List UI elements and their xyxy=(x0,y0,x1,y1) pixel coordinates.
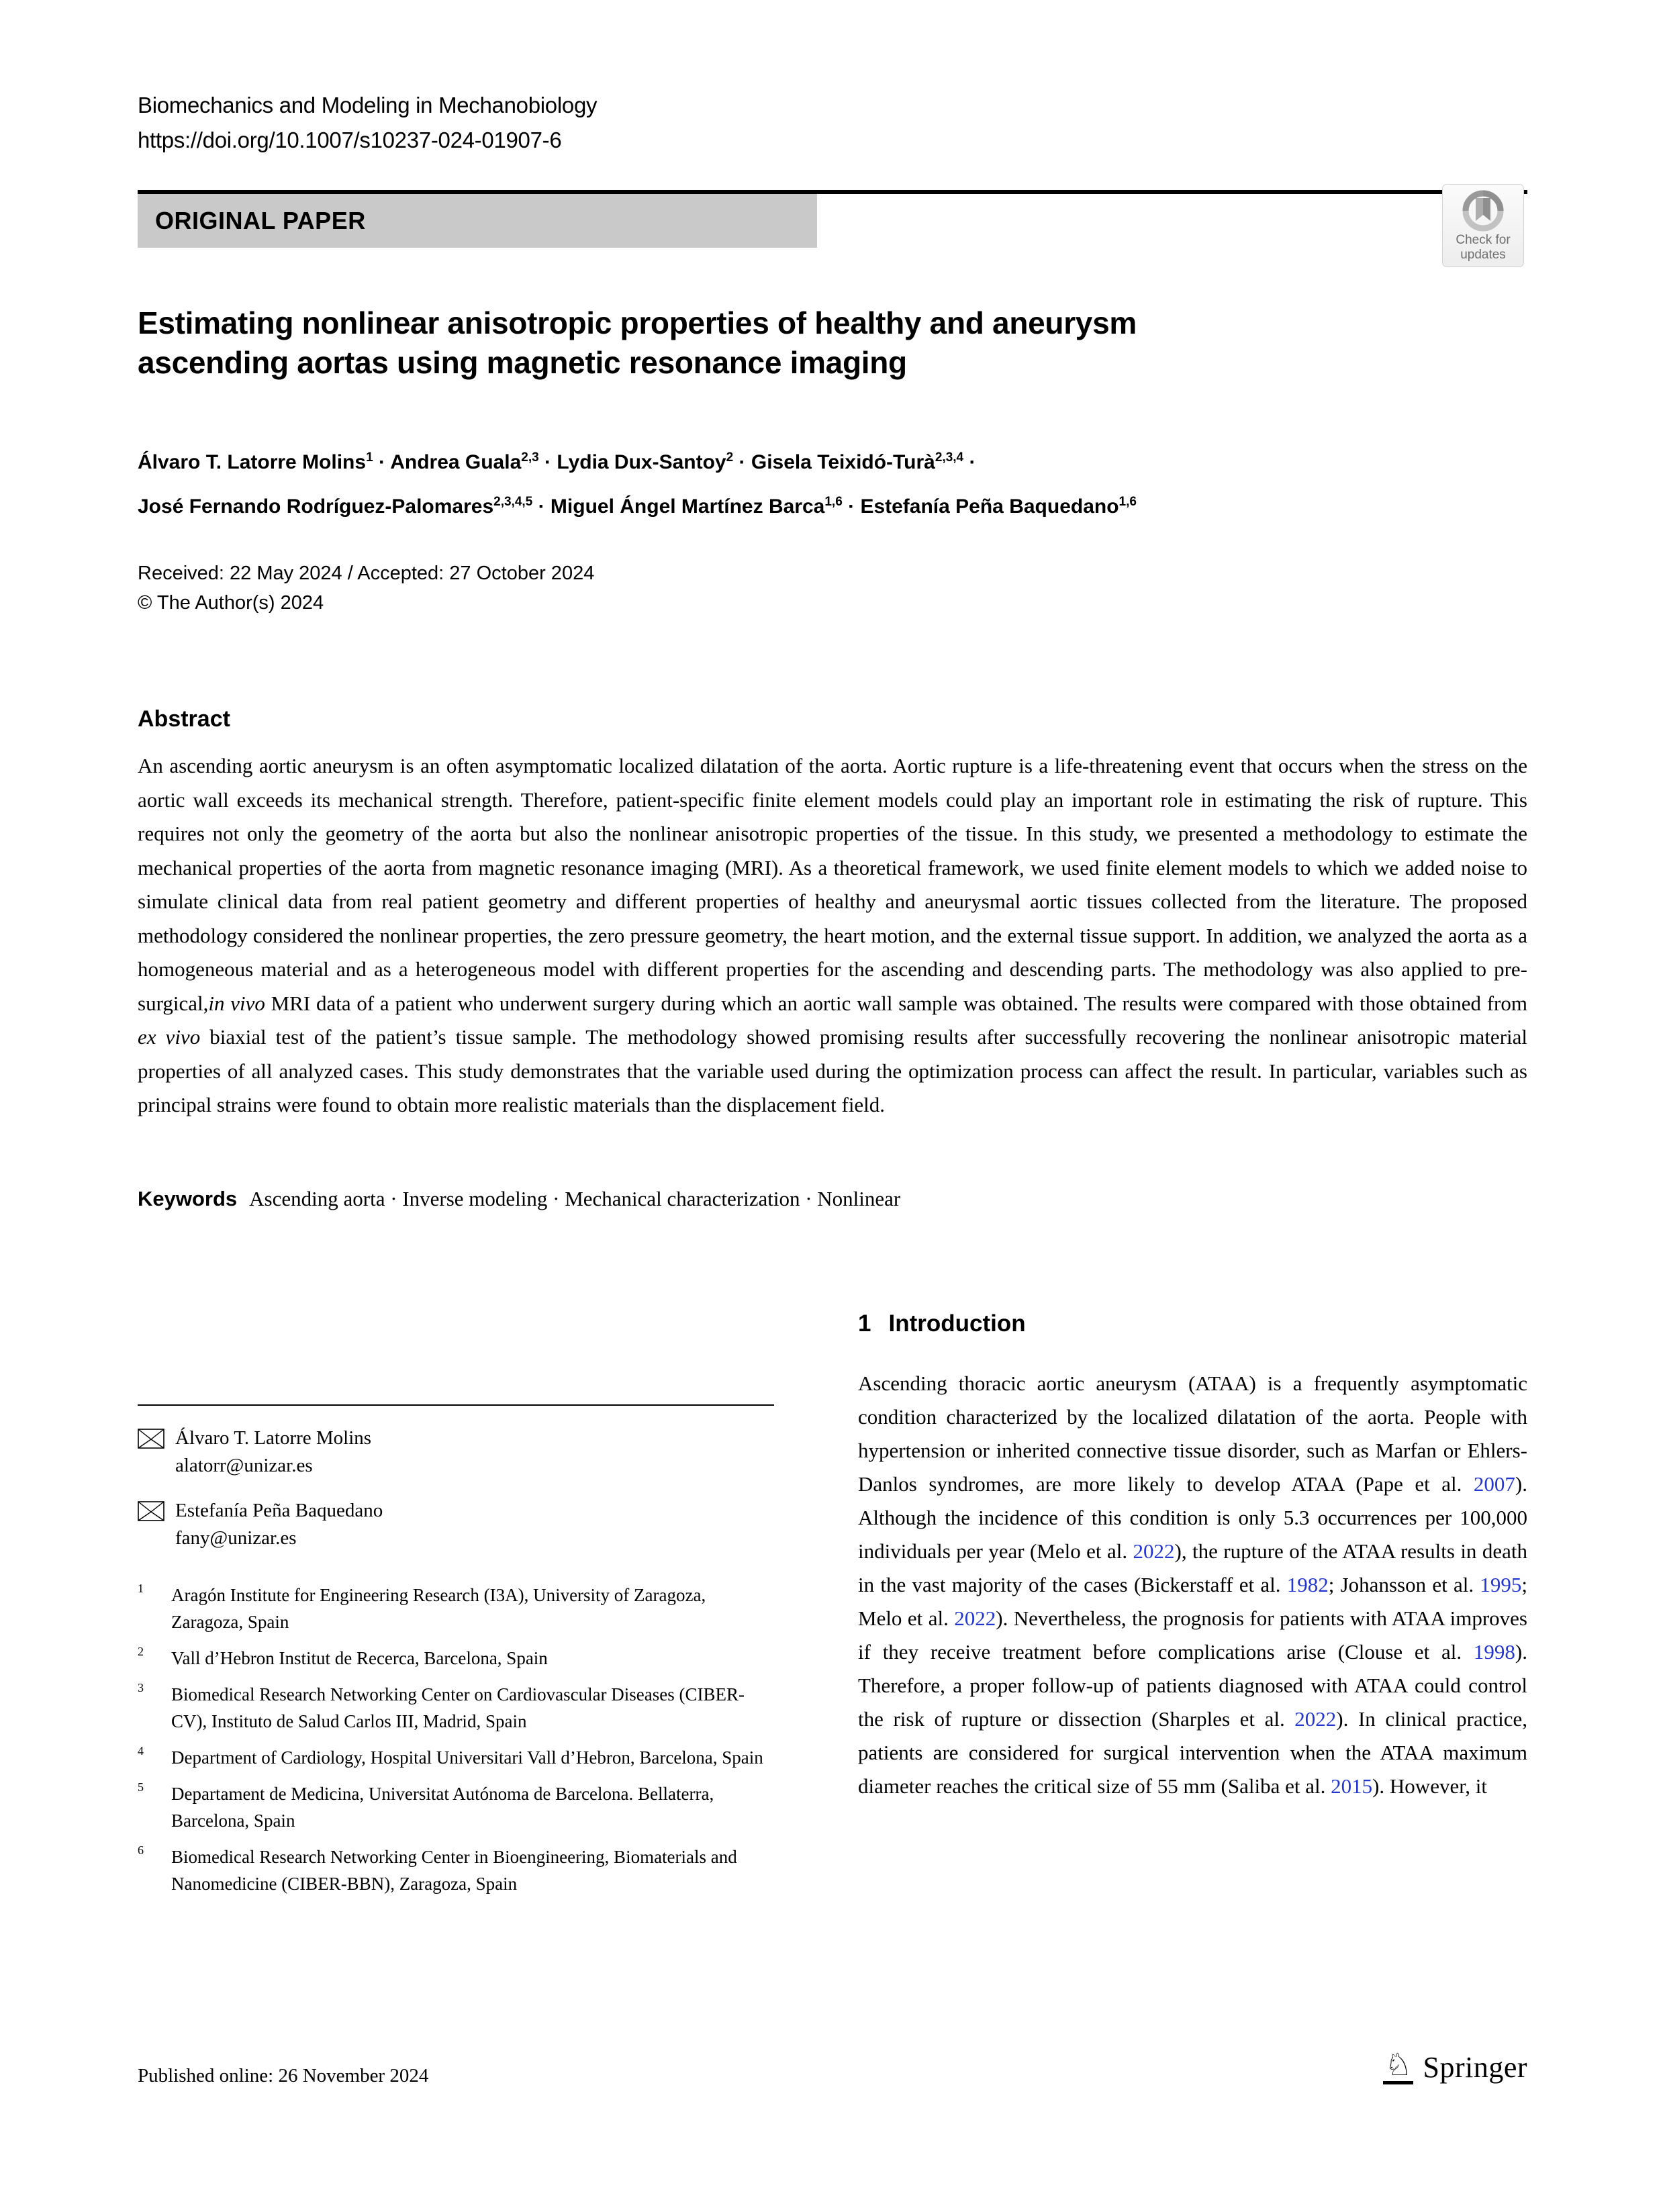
citation-link[interactable]: 2022 xyxy=(954,1606,996,1630)
correspondence-entry xyxy=(138,1497,774,1552)
affiliation-item xyxy=(138,1780,774,1834)
correspondence-name: Estefanía Peña Baquedano xyxy=(175,1500,383,1521)
citation-link[interactable]: 2015 xyxy=(1331,1774,1373,1798)
citation-link[interactable]: 1995 xyxy=(1480,1573,1522,1596)
affiliation-text: Vall d’Hebron Institut de Recerca, Barcelona, Spain xyxy=(171,1648,548,1668)
introduction-column xyxy=(858,1310,1527,1803)
copyright-line: © The Author(s) 2024 xyxy=(138,592,324,614)
affiliation-number: 6 xyxy=(138,1843,144,1857)
abstract-heading: Abstract xyxy=(138,706,230,732)
crossmark-icon xyxy=(1462,190,1504,232)
doi-link[interactable]: https://doi.org/10.1007/s10237-024-01907-6 xyxy=(138,128,562,152)
introduction-heading xyxy=(858,1310,1527,1337)
author-line-1: Álvaro T. Latorre Molins$^1$ · Andrea Guala$^{2,3}$ · Lydia Dux-Santoy$^2$ · Gisela Teixidó-Turà$^{2,3,4}$ · xyxy=(138,450,976,473)
affiliation-text: Aragón Institute for Engineering Research (I3A), University of Zaragoza, Zaragoza, Spain xyxy=(171,1585,706,1632)
paper-title xyxy=(138,303,1561,383)
correspondence-email[interactable]: alatorr@unizar.es xyxy=(175,1455,313,1476)
footnote-column xyxy=(138,1404,774,1907)
correspondence-entry xyxy=(138,1425,774,1480)
affiliation-item xyxy=(138,1645,774,1672)
abstract-body: An ascending aortic aneurysm is an often asymptomatic localized dilatation of the aorta. Aortic rupture is a life-threatening event that occurs when the stress on the aortic wall exceeds its mechanical strength. Therefore, patient-specific finite element models could play an important role in estimating the risk of rupture. This requires not only the geometry of the aorta but also the nonlinear anisotropic properties of the tissue. In this study, we presented a methodology to estimate the mechanical properties of the aorta from magnetic resonance imaging (MRI). As a theoretical framework, we used finite element models to which we added noise to simulate clinical data from real patient geometry and different properties of healthy and aneurysmal aortic tissues collected from the literature. The proposed methodology considered the nonlinear properties, the zero pressure geometry, the heart motion, and the external tissue support. In addition, we analyzed the aorta as a homogeneous material and as a heterogeneous model with different properties for the ascending and descending parts. The methodology was also applied to pre-surgical,in vivo MRI data of a patient who underwent surgery during which an aortic wall sample was obtained. The results were compared with those obtained from ex vivo biaxial test of the patient’s tissue sample. The methodology showed promising results after successfully recovering the nonlinear anisotropic material properties of all analyzed cases. This study demonstrates that the variable used during the optimization process can affect the result. In particular, variables such as principal strains were found to obtain more realistic materials than the displacement field. xyxy=(138,754,1527,1116)
citation-link[interactable]: 1998 xyxy=(1473,1640,1515,1664)
title-line-2: ascending aortas using magnetic resonance imaging xyxy=(138,345,907,380)
affiliation-number: 1 xyxy=(138,1582,144,1595)
affiliation-text: Department of Cardiology, Hospital Universitari Vall d’Hebron, Barcelona, Spain xyxy=(171,1747,763,1768)
article-type-banner xyxy=(138,194,817,248)
citation-link[interactable]: 2022 xyxy=(1294,1707,1337,1731)
correspondence-text xyxy=(175,1497,383,1552)
keywords-label: Keywords xyxy=(138,1187,238,1210)
publisher-name: Springer xyxy=(1423,2051,1527,2084)
correspondence-email[interactable]: fany@unizar.es xyxy=(175,1527,297,1549)
envelope-icon xyxy=(138,1425,175,1480)
section-number: 1 xyxy=(858,1310,871,1337)
affiliation-item xyxy=(138,1582,774,1635)
affiliation-number: 5 xyxy=(138,1780,144,1794)
correspondence-name: Álvaro T. Latorre Molins xyxy=(175,1427,372,1449)
check-for-updates-badge[interactable] xyxy=(1442,184,1524,267)
publisher-logo xyxy=(1383,2046,1527,2084)
affiliation-text: Departament de Medicina, Universitat Autónoma de Barcelona. Bellaterra, Barcelona, Spain xyxy=(171,1784,714,1831)
affiliation-item xyxy=(138,1843,774,1897)
affiliation-number: 4 xyxy=(138,1744,144,1758)
envelope-icon xyxy=(138,1497,175,1552)
published-online-line: Published online: 26 November 2024 xyxy=(138,2065,429,2086)
citation-link[interactable]: 2007 xyxy=(1473,1472,1515,1496)
author-line-2: José Fernando Rodríguez-Palomares$^{2,3,4,5}$ · Miguel Ángel Martínez Barca$^{1,6}$ · Estefanía Peña Baquedano$^{1,6}$ xyxy=(138,495,1137,518)
citation-link[interactable]: 1982 xyxy=(1286,1573,1329,1596)
springer-knight-icon: ♘ xyxy=(1383,2049,1413,2084)
affiliation-item xyxy=(138,1744,774,1771)
introduction-paragraph: Ascending thoracic aortic aneurysm (ATAA) is a frequently asymptomatic condition characterized by the localized dilatation of the aorta. People with hypertension or inherited connective tissue disorder, such as Marfan or Ehlers-Danlos syndromes, are more likely to develop ATAA (Pape et al. 2007). Although the incidence of this condition is only 5.3 occurrences per 100,000 individuals per year (Melo et al. 2022), the rupture of the ATAA results in death in the vast majority of the cases (Bickerstaff et al. 1982; Johansson et al. 1995; Melo et al. 2022). Nevertheless, the prognosis for patients with ATAA improves if they receive treatment before complications arise (Clouse et al. 1998). Therefore, a proper follow-up of patients diagnosed with ATAA could control the risk of rupture or dissection (Sharples et al. 2022). In clinical practice, patients are considered for surgical intervention when the ATAA maximum diameter reaches the critical size of 55 mm (Saliba et al. 2015). However, it xyxy=(858,1372,1527,1798)
citation-link[interactable]: 2022 xyxy=(1133,1539,1175,1563)
article-type-label: ORIGINAL PAPER xyxy=(155,207,366,234)
affiliation-text: Biomedical Research Networking Center on Cardiovascular Diseases (CIBER-CV), Instituto de Salud Carlos III, Madrid, Spain xyxy=(171,1684,745,1731)
affiliation-item xyxy=(138,1681,774,1735)
keywords-line xyxy=(138,1187,1527,1211)
footnote-rule xyxy=(138,1404,774,1406)
title-line-1: Estimating nonlinear anisotropic properties of healthy and aneurysm xyxy=(138,305,1137,340)
section-title: Introduction xyxy=(888,1310,1026,1337)
author-list xyxy=(138,438,1561,526)
keywords-items: Ascending aorta · Inverse modeling · Mechanical characterization · Nonlinear xyxy=(249,1187,901,1210)
received-accepted-dates: Received: 22 May 2024 / Accepted: 27 October 2024 xyxy=(138,563,595,584)
affiliation-number: 2 xyxy=(138,1645,144,1658)
affiliation-text: Biomedical Research Networking Center in Bioengineering, Biomaterials and Nanomedicine (CIBER-BBN), Zaragoza, Spain xyxy=(171,1847,737,1894)
check-badge-text: Check for updates xyxy=(1456,233,1511,262)
journal-name: Biomechanics and Modeling in Mechanobiology xyxy=(138,93,598,117)
affiliation-number: 3 xyxy=(138,1681,144,1694)
correspondence-text xyxy=(175,1425,371,1480)
